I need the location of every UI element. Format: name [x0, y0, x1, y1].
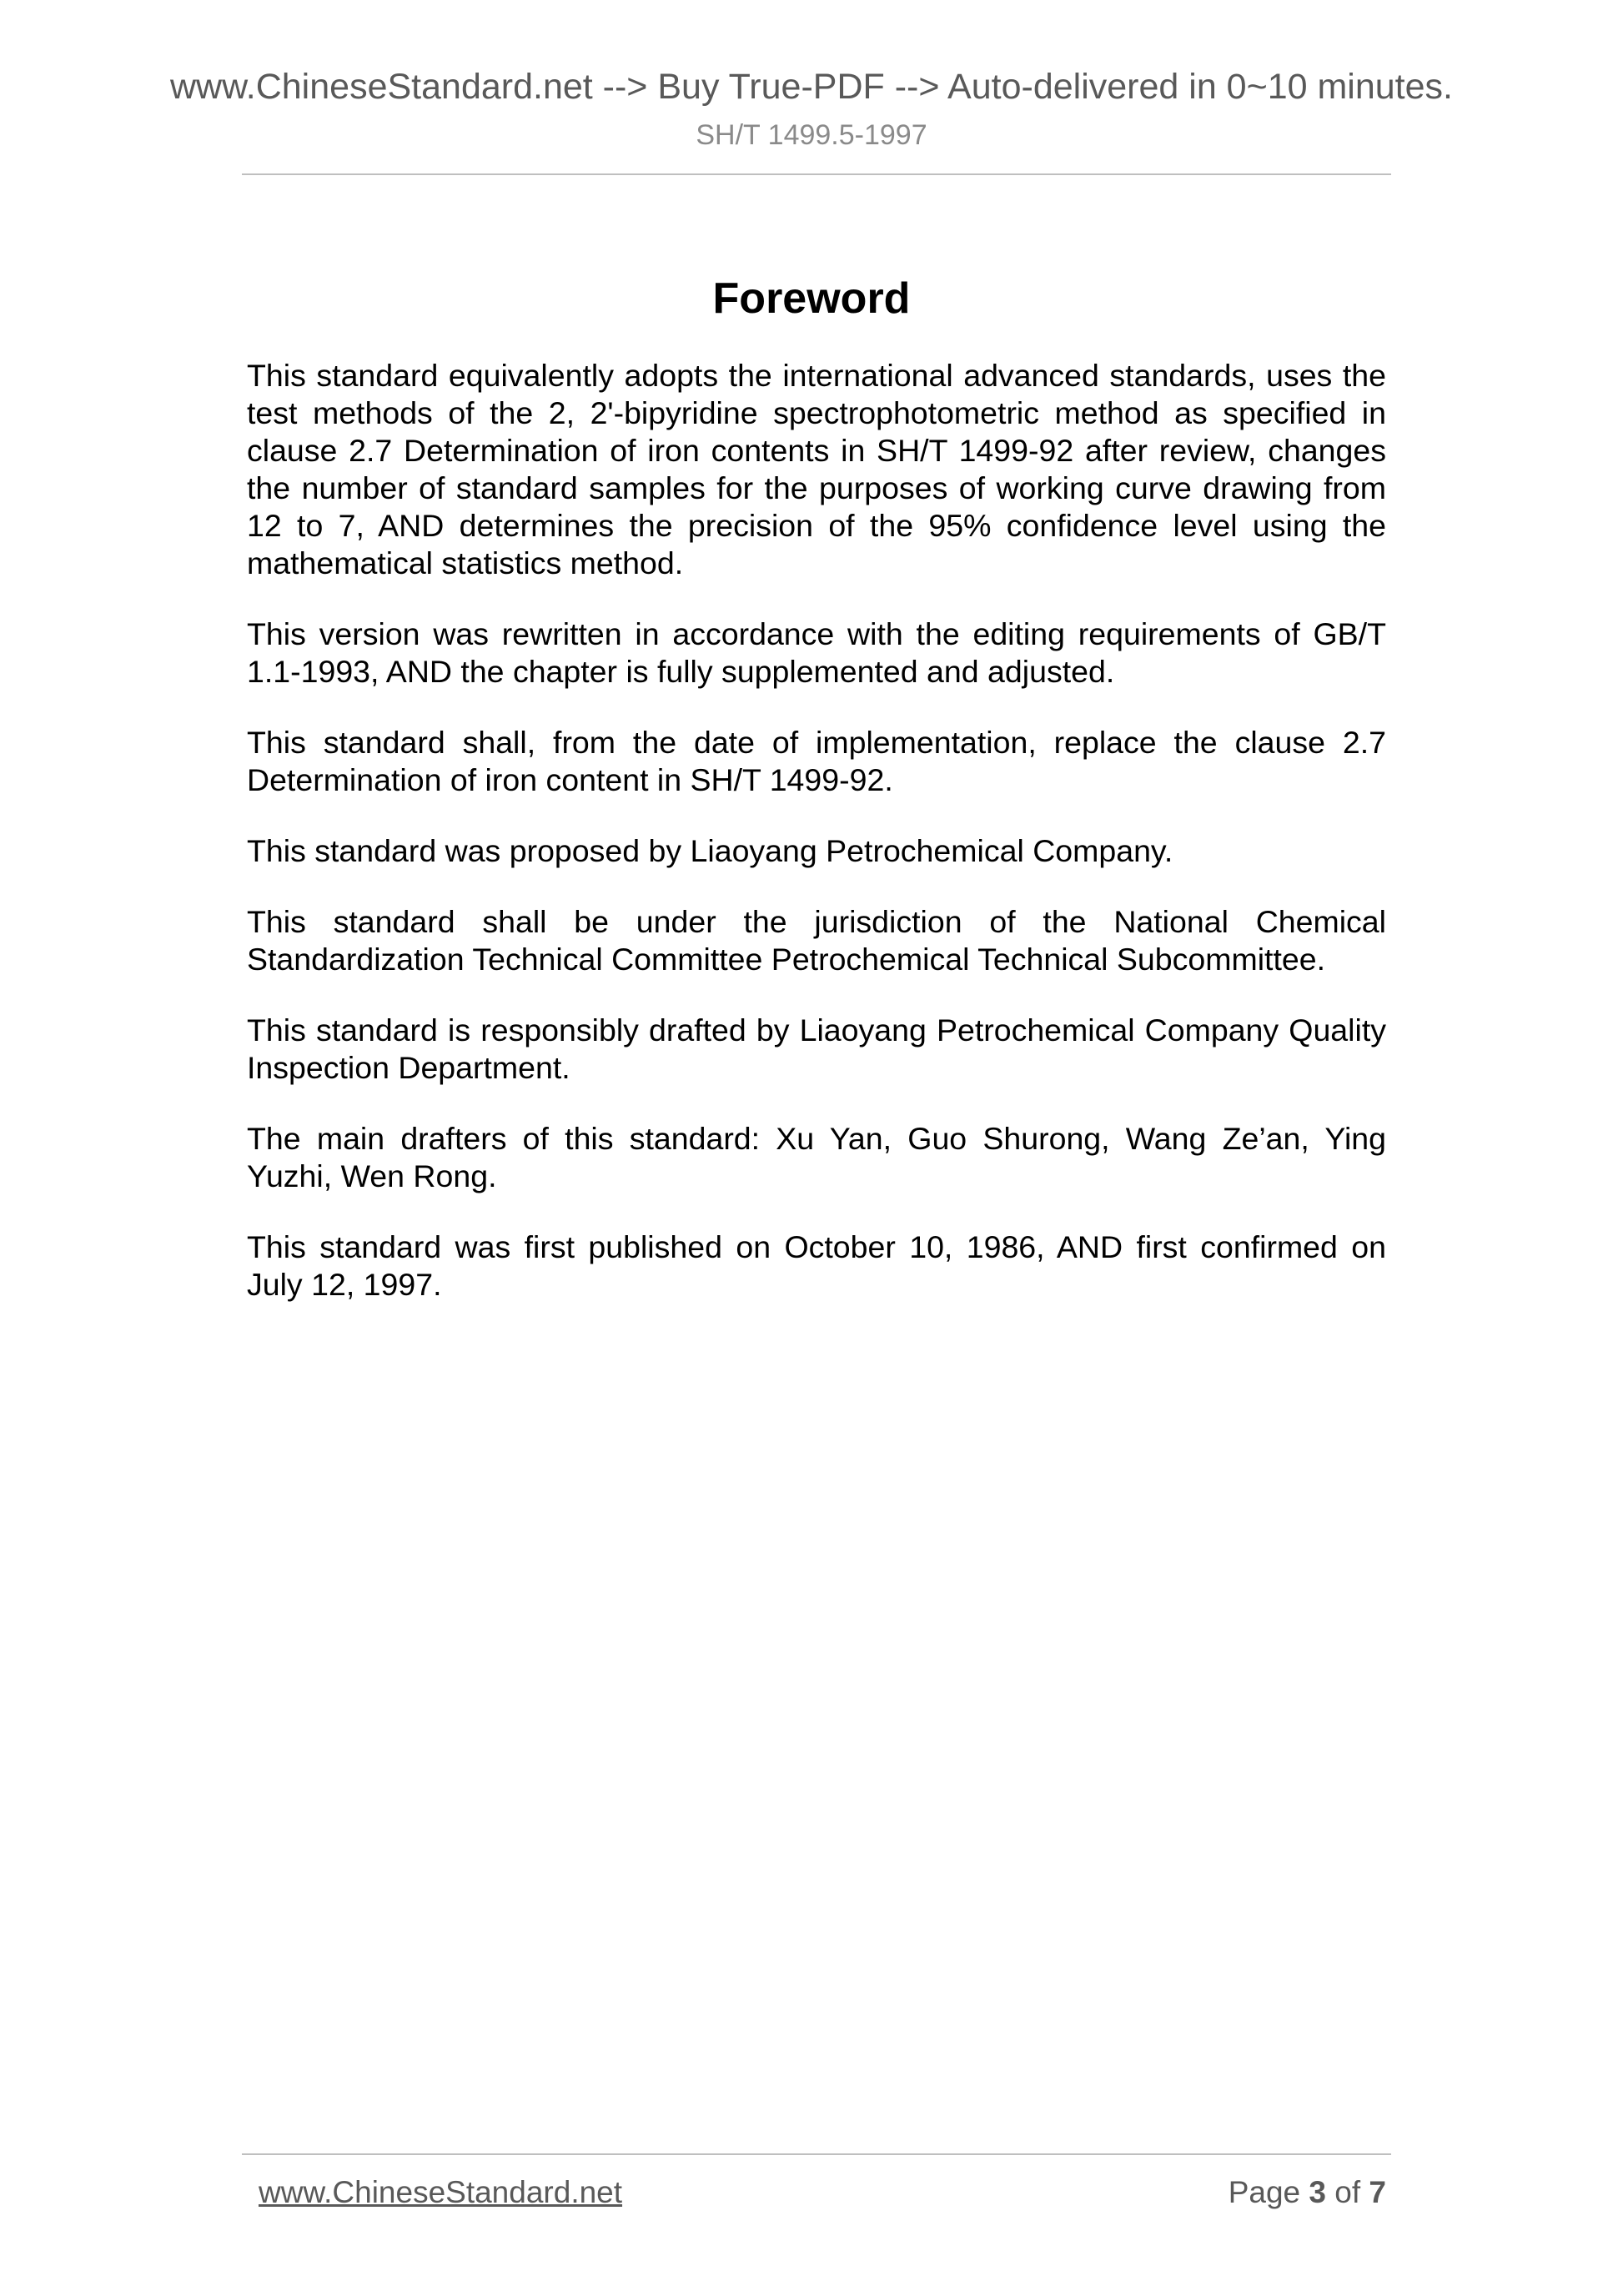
page-current: 3	[1309, 2175, 1326, 2209]
paragraph: This standard is responsibly drafted by Liaoyang Petrochemical Company Quality Inspection Department.	[247, 1012, 1386, 1085]
page-number	[1229, 2173, 1386, 2212]
paragraph: This standard shall be under the jurisdiction of the National Chemical Standardization Technical Committee Petrochemical Technical Subcommittee.	[247, 904, 1386, 977]
paragraph: This standard was first published on October 10, 1986, AND first confirmed on July 12, 1997.	[247, 1229, 1386, 1302]
top-banner: www.ChineseStandard.net --> Buy True-PDF --> Auto-delivered in 0~10 minutes.	[169, 67, 1453, 107]
page-of: of	[1326, 2175, 1369, 2209]
footer-divider	[242, 2153, 1391, 2155]
page-title: Foreword	[712, 274, 911, 323]
paragraph: The main drafters of this standard: Xu Yan, Guo Shurong, Wang Ze’an, Ying Yuzhi, Wen Rong.	[247, 1121, 1386, 1193]
paragraph: This standard equivalently adopts the international advanced standards, uses the test methods of the 2, 2'-bipyridine spectrophotometric method as specified in clause 2.7 Determination of iron contents in SH/T 1499-92 after review, changes the number of standard samples for the purposes of working curve drawing from 12 to 7, AND determines the precision of the 95% confidence level using the mathematical statistics method.	[247, 358, 1386, 580]
paragraph: This standard was proposed by Liaoyang Petrochemical Company.	[247, 833, 1173, 868]
foreword-body	[247, 357, 1386, 1337]
header-divider	[242, 173, 1391, 175]
page-total: 7	[1369, 2175, 1386, 2209]
paragraph: This version was rewritten in accordance with the editing requirements of GB/T 1.1-1993, AND the chapter is fully supplemented and adjusted.	[247, 616, 1386, 689]
page-prefix: Page	[1228, 2175, 1309, 2209]
paragraph: This standard shall, from the date of implementation, replace the clause 2.7 Determination of iron content in SH/T 1499-92.	[247, 725, 1386, 797]
footer-website-link[interactable]: www.ChineseStandard.net	[259, 2175, 623, 2209]
document-code: SH/T 1499.5-1997	[696, 119, 927, 151]
